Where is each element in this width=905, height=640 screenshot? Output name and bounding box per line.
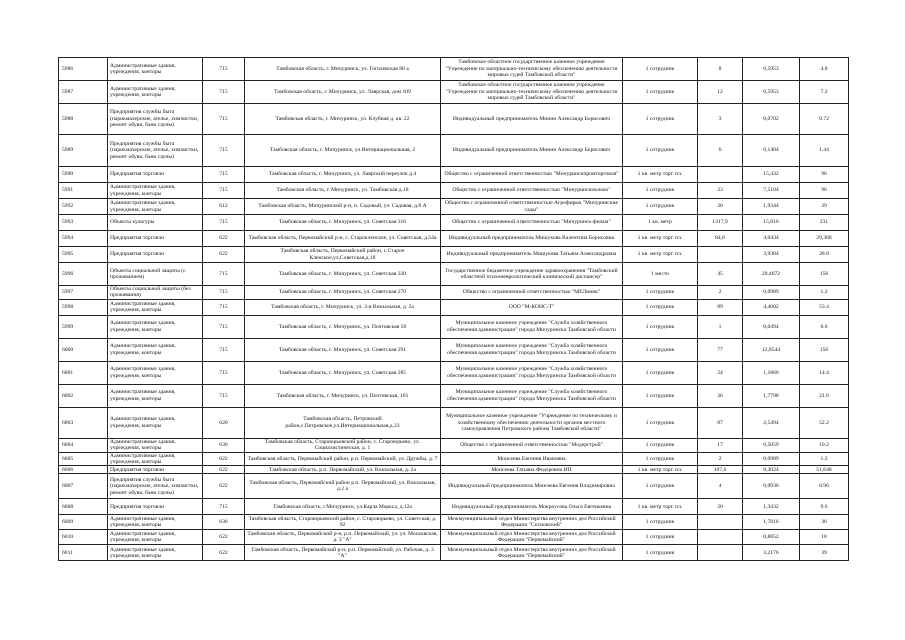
cell-qty (698, 247, 743, 263)
cell-unit: 1 кв. метр торг. пл. (623, 247, 698, 263)
cell-type: Предприятия торговли (108, 466, 203, 474)
cell-qty: 84,6 (698, 231, 743, 247)
cell-unit: 1 сотрудник (623, 299, 698, 315)
cell-address: Тамбовская область, Первомайский район, с.Старое Кленское,ул.Советская,д.18 (245, 247, 441, 263)
cell-owner: Муниципальное казенное учреждение "Служба хозяйственного обеспечения администрации" города Мичуринска Тамбовской области (441, 361, 623, 384)
cell-unit: 1 сотрудник (623, 361, 698, 384)
cell-code: 636 (203, 515, 245, 530)
table-row (59, 361, 849, 384)
table-row (59, 199, 849, 215)
cell-qty: 12 (698, 81, 743, 104)
cell-address: Тамбовская область, г. Мичуринск, ул. Советская 330 (245, 263, 441, 286)
cell-address: Тамбовская область, г. Мичуринск, ул. Советская 316 (245, 215, 441, 231)
table-row (59, 247, 849, 263)
cell-norm: 15,816 (743, 215, 800, 231)
cell-qty: 1 (698, 315, 743, 338)
cell-vol: 0.72 (800, 104, 849, 135)
cell-type: Предприятия службы быта (парикмахерские, ателье, химчистки, ремонт обуви, бани сауны) (108, 104, 203, 135)
cell-address: Тамбовская область, г.Мичуринск, ул.Карла Маркса, д.12а (245, 499, 441, 515)
cell-vol: 29,368 (800, 231, 849, 247)
cell-owner: Общество с ограниченной ответственностью Агрофирма "Мичуринские сады" (441, 199, 623, 215)
cell-norm: 1,7798 (743, 384, 800, 407)
cell-type: Административные здания, учреждения, конторы (108, 545, 203, 561)
cell-vol: 51,648 (800, 466, 849, 474)
cell-type: Административные здания, учреждения, конторы (108, 183, 203, 199)
cell-address: Тамбовская область, г. Мичуринск, ул. Клубная д. кв. 22 (245, 104, 441, 135)
cell-vol: 156 (800, 263, 849, 286)
cell-owner: Муниципальное казенное учреждение "Учреждение по техническому и хозяйственному обеспечению деятельности органов местного самоуправления Петровского района Тамбовской области" (441, 407, 623, 438)
cell-address: Тамбовская область, Петровский район,с.Петровское,ул.Интернациональная,д.23 (245, 407, 441, 438)
table-row (59, 135, 849, 167)
cell-qty: 24 (698, 361, 743, 384)
cell-vol: 156 (800, 338, 849, 361)
cell-norm: 20,4672 (743, 263, 800, 286)
cell-owner: Моисеева Евгения Ивановна (441, 452, 623, 466)
cell-unit: 1 сотрудник (623, 104, 698, 135)
cell-qty: 20 (698, 199, 743, 215)
cell-vol: 7.2 (800, 81, 849, 104)
cell-unit: 1 сотрудник (623, 135, 698, 167)
table-row (59, 530, 849, 545)
cell-vol: 4.8 (800, 58, 849, 81)
cell-code: 715 (203, 315, 245, 338)
table-row (59, 499, 849, 515)
cell-unit: 1 сотрудник (623, 286, 698, 300)
cell-norm: 0,0936 (743, 474, 800, 499)
cell-norm: 3,9384 (743, 247, 800, 263)
cell-owner: Муниципальное казенное учреждение "Служба хозяйственного обеспечения администрации" города Мичуринска Тамбовской области (441, 384, 623, 407)
cell-owner: Муниципальное казенное учреждение "Служба хозяйственного обеспечения администрации" города Мичуринска Тамбовской области (441, 315, 623, 338)
table-row (59, 466, 849, 474)
cell-type: Административные здания, учреждения, конторы (108, 361, 203, 384)
cell-code: 715 (203, 81, 245, 104)
cell-vol: 53.4 (800, 299, 849, 315)
cell-norm: 0,5059 (743, 438, 800, 452)
cell-code: 715 (203, 499, 245, 515)
cell-id: 5989 (59, 135, 108, 167)
cell-norm: 3,2176 (743, 545, 800, 561)
cell-unit: 1 сотрудник (623, 438, 698, 452)
cell-unit: 1 сотрудник (623, 384, 698, 407)
cell-id: 5998 (59, 299, 108, 315)
cell-code: 715 (203, 361, 245, 384)
table-row (59, 299, 849, 315)
table-body (59, 58, 849, 561)
cell-norm: 8,3024 (743, 466, 800, 474)
table-row (59, 474, 849, 499)
cell-qty: 77 (698, 338, 743, 361)
table-row (59, 286, 849, 300)
cell-vol: 39 (800, 199, 849, 215)
cell-norm: 4,0434 (743, 231, 800, 247)
table-row (59, 407, 849, 438)
cell-code: 622 (203, 466, 245, 474)
cell-qty: 23 (698, 183, 743, 199)
cell-type: Объекты социальной защиты (без проживания) (108, 286, 203, 300)
cell-type: Предприятия торговли (108, 247, 203, 263)
table-row (59, 545, 849, 561)
cell-id: 5993 (59, 215, 108, 231)
cell-unit: 1 кв. метр торг. пл. (623, 167, 698, 183)
cell-unit: 1 место (623, 263, 698, 286)
cell-qty (698, 167, 743, 183)
cell-code: 715 (203, 338, 245, 361)
cell-id: 6002 (59, 384, 108, 407)
cell-code: 715 (203, 263, 245, 286)
cell-address: Тамбовская область, Первомайский район р.п. Первомайский, ул. Вокзальная, д.2 а (245, 474, 441, 499)
cell-address: Тамбовская область, г. Мичуринск, ул. 2-я Вокзальная, д. 2а (245, 299, 441, 315)
cell-id: 6007 (59, 474, 108, 499)
cell-id: 5997 (59, 286, 108, 300)
cell-owner: Индивидуальный предприниматель Мишукова Татьяна Александровна (441, 247, 623, 263)
cell-type: Объекты культуры (108, 215, 203, 231)
cell-address: Тамбовская область, г. Мичуринск, ул. Гоголевская 88 а (245, 58, 441, 81)
table-row (59, 58, 849, 81)
cell-address: Тамбовская область, р.п. Первомайский, ул. Вокзальная, д. 2а (245, 466, 441, 474)
cell-id: 5996 (59, 263, 108, 286)
cell-vol: 0.6 (800, 315, 849, 338)
cell-vol: 1.44 (800, 135, 849, 167)
cell-id: 6003 (59, 407, 108, 438)
table-row (59, 167, 849, 183)
cell-address: Тамбовская область, г. Мичуринск, ул. Советская 270 (245, 286, 441, 300)
cell-unit: 1 сотрудник (623, 183, 698, 199)
cell-id: 6006 (59, 466, 108, 474)
cell-address: Тамбовская область, Первомайский район, р.п. Первомайский, ул. Дружбы, д. 7 (245, 452, 441, 466)
cell-owner: Межмуниципальный отдел Министерства внутренних дел Российской Федерации "Сосновский" (441, 515, 623, 530)
table-row (59, 452, 849, 466)
cell-norm: 0,0702 (743, 104, 800, 135)
cell-unit: 1 сотрудник (623, 545, 698, 561)
cell-owner: Индивидуальный предприниматель Минин Александр Борисович (441, 135, 623, 167)
cell-type: Административные здания, учреждения, конторы (108, 530, 203, 545)
cell-id: 5991 (59, 183, 108, 199)
cell-qty: 89 (698, 299, 743, 315)
cell-owner: Моисеева Татьяна Федоровна ИП (441, 466, 623, 474)
table-row (59, 231, 849, 247)
cell-code: 622 (203, 545, 245, 561)
cell-code: 612 (203, 199, 245, 215)
cell-vol: 96 (800, 183, 849, 199)
cell-vol: 9.6 (800, 499, 849, 515)
cell-address: Тамбовская область, Первомайский р-н, с. Старокленское, ул. Советская, д.54а (245, 231, 441, 247)
cell-qty: 8 (698, 58, 743, 81)
cell-qty: 1317,9 (698, 215, 743, 231)
cell-unit: 1 сотрудник (623, 199, 698, 215)
cell-qty: 2 (698, 452, 743, 466)
cell-code: 636 (203, 438, 245, 452)
cell-code: 715 (203, 167, 245, 183)
cell-unit: 1 сотрудник (623, 452, 698, 466)
cell-type: Административные здания, учреждения, конторы (108, 515, 203, 530)
cell-owner: Индивидуальный предприниматель Минин Александр Борисович (441, 104, 623, 135)
cell-id: 6004 (59, 438, 108, 452)
table-row (59, 384, 849, 407)
cell-norm: 1,3432 (743, 499, 800, 515)
cell-type: Административные здания, учреждения, конторы (108, 199, 203, 215)
table-row (59, 183, 849, 199)
cell-owner: Межмуниципальный отдел Министерства внутренних дел Российской Федерации "Первомайский" (441, 530, 623, 545)
cell-address: Тамбовская область, Староюрьевский район, с. Староюрьево, ул. Советская, д. 92 (245, 515, 441, 530)
cell-code: 622 (203, 474, 245, 499)
cell-owner: Индивидуальный предприниматель Мишукова Валентина Борисовна (441, 231, 623, 247)
cell-address: Тамбовская область, Мичуринский р-н, п. Садовый, ул. Садовая, д.8 А (245, 199, 441, 215)
table-row (59, 104, 849, 135)
cell-code: 622 (203, 452, 245, 466)
cell-qty: 17 (698, 438, 743, 452)
cell-address: Тамбовская область, г. Мичуринск, ул. Почтовская, 101 (245, 384, 441, 407)
cell-type: Объекты социальной защиты (с проживанием) (108, 263, 203, 286)
cell-unit: 1 сотрудник (623, 530, 698, 545)
cell-vol: 1.2 (800, 286, 849, 300)
cell-vol: 52.2 (800, 407, 849, 438)
cell-vol: 18 (800, 530, 849, 545)
cell-id: 6011 (59, 545, 108, 561)
cell-id: 6010 (59, 530, 108, 545)
cell-unit: 1 кв. метр (623, 215, 698, 231)
cell-qty: 36 (698, 384, 743, 407)
cell-code: 715 (203, 286, 245, 300)
table-row (59, 438, 849, 452)
cell-unit: 1 сотрудник (623, 315, 698, 338)
table-row (59, 338, 849, 361)
cell-vol: 36 (800, 515, 849, 530)
table-row (59, 515, 849, 530)
cell-owner: Тамбовское областное государственное казенное учреждение "Учреждение по материально-техническому обеспечению деятельности мировых судей Тамбовской области" (441, 81, 623, 104)
cell-code: 715 (203, 135, 245, 167)
cell-norm: 15,432 (743, 167, 800, 183)
cell-unit: 1 сотрудник (623, 407, 698, 438)
cell-qty: 3 (698, 104, 743, 135)
cell-address: Тамбовская область, г. Мичуринск, ул. Лаврская, дом 109 (245, 81, 441, 104)
cell-unit: 1 сотрудник (623, 58, 698, 81)
cell-norm: 0,8852 (743, 530, 800, 545)
cell-norm: 0,0494 (743, 315, 800, 338)
cell-vol: 231 (800, 215, 849, 231)
cell-id: 5988 (59, 104, 108, 135)
cell-unit: 1 сотрудник (623, 338, 698, 361)
cell-code: 622 (203, 247, 245, 263)
cell-owner: Муниципальное казенное учреждение "Служба хозяйственного обеспечения администрации" города Мичуринска Тамбовской области (441, 338, 623, 361)
cell-norm: 1,9344 (743, 199, 800, 215)
cell-code: 715 (203, 58, 245, 81)
cell-type: Предприятия торговли (108, 167, 203, 183)
cell-owner: Индивидуальный предприниматель Моисеева Евгения Владимировна (441, 474, 623, 499)
cell-vol: 28.8 (800, 247, 849, 263)
cell-address: Тамбовская область, Первомайский р-н, р.п. Первомайский, ул. Рабочая, д. 3 "А" (245, 545, 441, 561)
cell-vol: 96 (800, 167, 849, 183)
cell-code: 715 (203, 215, 245, 231)
cell-qty (698, 545, 743, 561)
cell-type: Предприятия службы быта (парикмахерские, ателье, химчистки, ремонт обуви, бани сауны) (108, 474, 203, 499)
table-row (59, 315, 849, 338)
cell-type: Административные здания, учреждения, конторы (108, 452, 203, 466)
cell-qty: 6 (698, 135, 743, 167)
cell-qty: 107,6 (698, 466, 743, 474)
cell-id: 6000 (59, 338, 108, 361)
cell-id: 6009 (59, 515, 108, 530)
cell-owner: Общество с ограниченной ответственностью "Мичуринскмолоко" (441, 183, 623, 199)
cell-id: 6005 (59, 452, 108, 466)
cell-unit: 1 кв. метр торг. пл. (623, 499, 698, 515)
cell-owner: Индивидуальный предприниматель Мокроусова Ольга Евгеньевна (441, 499, 623, 515)
cell-unit: 1 сотрудник (623, 515, 698, 530)
cell-norm: 12,8544 (743, 338, 800, 361)
table-row (59, 81, 849, 104)
cell-unit: 1 кв. метр торг. пл. (623, 231, 698, 247)
cell-type: Административные здания, учреждения, конторы (108, 81, 203, 104)
cell-type: Административные здания, учреждения, конторы (108, 407, 203, 438)
cell-owner: Общество с ограниченной ответственностью "МЕЛиник" (441, 286, 623, 300)
cell-norm: 7,5104 (743, 183, 800, 199)
cell-qty: 20 (698, 499, 743, 515)
cell-address: Тамбовская область, г. Мичуринск, ул. Тамбовская д.18 (245, 183, 441, 199)
registry-table (58, 57, 849, 561)
cell-id: 5995 (59, 247, 108, 263)
cell-type: Предприятия торговли (108, 231, 203, 247)
cell-norm: 0,5953 (743, 81, 800, 104)
cell-type: Административные здания, учреждения, конторы (108, 58, 203, 81)
cell-id: 5987 (59, 81, 108, 104)
cell-code: 622 (203, 231, 245, 247)
cell-norm: 4,4002 (743, 299, 800, 315)
cell-address: Тамбовская область, г. Мичуринск, ул. Советская 285 (245, 361, 441, 384)
cell-address: Тамбовская область, Первомайский р-н, р.п. Первомайский, ул. ул. Московская, д. 3 "А" (245, 530, 441, 545)
cell-type: Административные здания, учреждения, конторы (108, 338, 203, 361)
cell-type: Предприятия службы быта (парикмахерские, ателье, химчистки, ремонт обуви, бани сауны) (108, 135, 203, 167)
cell-norm: 0,0989 (743, 452, 800, 466)
cell-address: Тамбовская область, г. Мичуринск, ул. Советская 291 (245, 338, 441, 361)
cell-vol: 1.2 (800, 452, 849, 466)
cell-code: 620 (203, 407, 245, 438)
cell-qty: 4 (698, 474, 743, 499)
cell-vol: 0.96 (800, 474, 849, 499)
cell-unit: 1 кв. метр торг. пл. (623, 466, 698, 474)
cell-norm: 1,1866 (743, 361, 800, 384)
cell-qty: 45 (698, 263, 743, 286)
cell-owner: Тамбовское областное государственное казенное учреждение "Учреждение по материально-техническому обеспечению деятельности мировых судей Тамбовской области" (441, 58, 623, 81)
cell-address: Тамбовская область, г. Мичуринск, ул. Почтовская 50 (245, 315, 441, 338)
cell-qty (698, 515, 743, 530)
cell-unit: 1 сотрудник (623, 81, 698, 104)
cell-norm: 0,5953 (743, 58, 800, 81)
cell-address: Тамбовская область, г. Мичуринск, ул. Лаврский переулок д.4 (245, 167, 441, 183)
cell-type: Административные здания, учреждения, конторы (108, 299, 203, 315)
cell-id: 5999 (59, 315, 108, 338)
cell-owner: Общество с ограниченной ответственностью "Мичуринск-фильм" (441, 215, 623, 231)
cell-owner: Межмуниципальный отдел Министерства внутренних дел Российской Федерации "Первомайский" (441, 545, 623, 561)
cell-code: 715 (203, 384, 245, 407)
cell-owner: Государственное бюджетное учреждение здравоохранения "Тамбовский областной психоневрологический клинический диспансер" (441, 263, 623, 286)
cell-norm: 0,1404 (743, 135, 800, 167)
cell-norm: 1,7816 (743, 515, 800, 530)
cell-qty: 87 (698, 407, 743, 438)
cell-type: Административные здания, учреждения, конторы (108, 315, 203, 338)
cell-type: Административные здания, учреждения, конторы (108, 384, 203, 407)
cell-id: 5986 (59, 58, 108, 81)
cell-vol: 21.6 (800, 384, 849, 407)
cell-code: 622 (203, 530, 245, 545)
cell-vol: 39 (800, 545, 849, 561)
cell-code: 715 (203, 104, 245, 135)
cell-qty (698, 530, 743, 545)
cell-vol: 14.4 (800, 361, 849, 384)
cell-address: Тамбовская область, Староюрьевский район, с. Староюрьево, ул. Социалистическая, д. 1 (245, 438, 441, 452)
cell-unit: 1 сотрудник (623, 474, 698, 499)
cell-id: 5992 (59, 199, 108, 215)
cell-owner: Общество с ограниченной ответственностью "Модерстрой" (441, 438, 623, 452)
cell-type: Предприятия торговли (108, 499, 203, 515)
cell-vol: 10.2 (800, 438, 849, 452)
cell-id: 6008 (59, 499, 108, 515)
table-row (59, 215, 849, 231)
cell-id: 6001 (59, 361, 108, 384)
cell-id: 5994 (59, 231, 108, 247)
cell-owner: ООО "М-КОНС-Т" (441, 299, 623, 315)
cell-code: 715 (203, 183, 245, 199)
cell-norm: 0,0989 (743, 286, 800, 300)
cell-id: 5990 (59, 167, 108, 183)
cell-code: 715 (203, 299, 245, 315)
cell-qty: 2 (698, 286, 743, 300)
cell-type: Административные здания, учреждения, конторы (108, 438, 203, 452)
cell-norm: 2,5494 (743, 407, 800, 438)
cell-address: Тамбовская область, г. Мичуринск, ул.Интернациональная, 2 (245, 135, 441, 167)
table-row (59, 263, 849, 286)
cell-owner: Общество с ограниченной ответственностью "Мичуринскпромторговля" (441, 167, 623, 183)
